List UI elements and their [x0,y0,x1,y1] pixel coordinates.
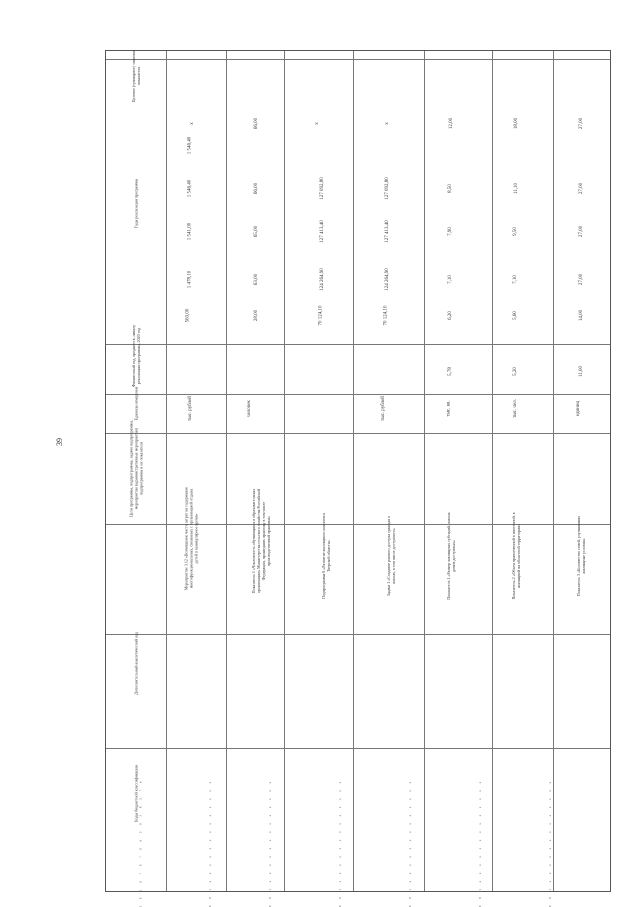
row-val: 1 546,40 [187,179,193,198]
row-val: 11,10 [514,182,520,195]
row-total: x [314,122,320,125]
row-total: x [384,122,390,125]
row-val: 7,90 [447,227,453,236]
row-val: 70 124,10 [318,305,324,326]
row-val: 563,00 [185,308,191,323]
row-unit: тыс. рублей [380,396,386,421]
row-val: 127 413,40 [319,220,325,243]
row-val: 70 124,10 [383,305,389,326]
row-desc: Подпрограмма 6 «Развитие жилищного комплекса Тверской области» [321,513,331,599]
row-unit: тыс. чел. [512,399,518,418]
row-desc: Задача 1 «Создание равного доступа граждан к жилью, в том числе доступного» [386,515,396,597]
code-row: 0 8 1 x x x x x x x x x x x x x [478,778,483,907]
row-val: 124 264,90 [319,268,325,291]
row-unit: тыс. рублей [187,396,193,421]
row-base: 11,00 [579,365,585,378]
code-row: 0 8 1 x x x x x x x x x x x x x [548,778,553,907]
row-desc: Показатель 1 «Размер жилищных субсидий, жилых домов доступных» [446,512,456,600]
row-val: 124 264,90 [384,268,390,291]
row-unit: тыс. кв. [446,400,452,417]
row-val: 8,50 [447,184,453,193]
row-val: 27,00 [579,273,585,286]
row-desc: Мероприятие 3.12 «Возмещение части затрат на содержание многофункциональных, связанных с организацией отдыха детей в каникулярное время» [183,486,199,591]
row-base: 5,20 [512,367,518,376]
header-financial: Финансовый год, предшеств. началу реализации программы, 2020 год [131,324,141,388]
row-val: 66,00 [254,182,260,195]
header-analytic: Дополнительный аналитический код [133,632,139,695]
row-val: 127 413,40 [384,220,390,243]
row-val: 27,00 [579,225,585,238]
row-val: 1 478,10 [187,270,193,289]
row-val: 7,10 [447,275,453,284]
row-val: 6,20 [447,311,453,320]
header-years: Годы реализации программы [133,178,139,229]
row-val: 28,00 [254,309,260,322]
page-number: 39 [55,438,64,446]
code-row: 0 8 1 0 7 0 7 0 6 5 0 3 R 5 7 6 [138,778,143,907]
program-table [105,49,611,907]
row-val: 127 092,80 [319,177,325,200]
row-val: 127 092,80 [384,177,390,200]
row-total: 18,00 [514,117,520,130]
code-row: 0 8 1 x x x x x x x x x x x x x [208,778,213,907]
row-val: 7,10 [512,275,518,284]
row-unit: человек [246,400,252,417]
row-val: 63,00 [254,273,260,286]
row-unit: единиц [576,400,582,417]
row-val: 9,50 [512,227,518,236]
row-val: 1 541,00 [187,222,193,241]
row-total: 27,00 [579,117,585,130]
row-total: 66,00 [254,117,260,130]
code-row: 0 8 1 x x x x x x x x x x x x x [338,778,343,907]
header-unit: Единица измерения [133,386,139,421]
header-description: Цели программы, подпрограммы, задачи подпрограммы, мероприятия (административные мероприятия) подпрограммы и их показатели [128,420,144,517]
row-base: 5,78 [447,367,453,376]
row-total: 12,00 [449,117,455,130]
row-val: 14,00 [579,309,585,322]
code-row: 0 8 1 x x x x x x x x x x x x x [408,778,413,907]
row-desc: Показатель 2 «Объем привлеченной в ипотечной, в жилищной на областной территории» [511,512,521,600]
row-desc: Показатель 1 «Численность обучающихся в образовательных организациях Министерства сельского хозяйства Российской Федерации, прошедших практику в том числе производственной практики» [251,488,271,594]
row-val: 1 546,40 [187,136,193,155]
row-val: 5,60 [512,311,518,320]
code-row: 0 8 1 x x x x x x x x x x x x x [268,778,273,907]
row-val: 65,00 [254,225,260,238]
header-value: Целевое (суммарное) значение показателя [131,49,141,103]
row-total: x [189,122,195,125]
row-val: 27,00 [579,182,585,195]
row-desc: Показатель 3 «Количество семей, улучшивших жилищные условия» [576,515,586,597]
header-budget: Коды бюджетной классификации [133,765,139,822]
